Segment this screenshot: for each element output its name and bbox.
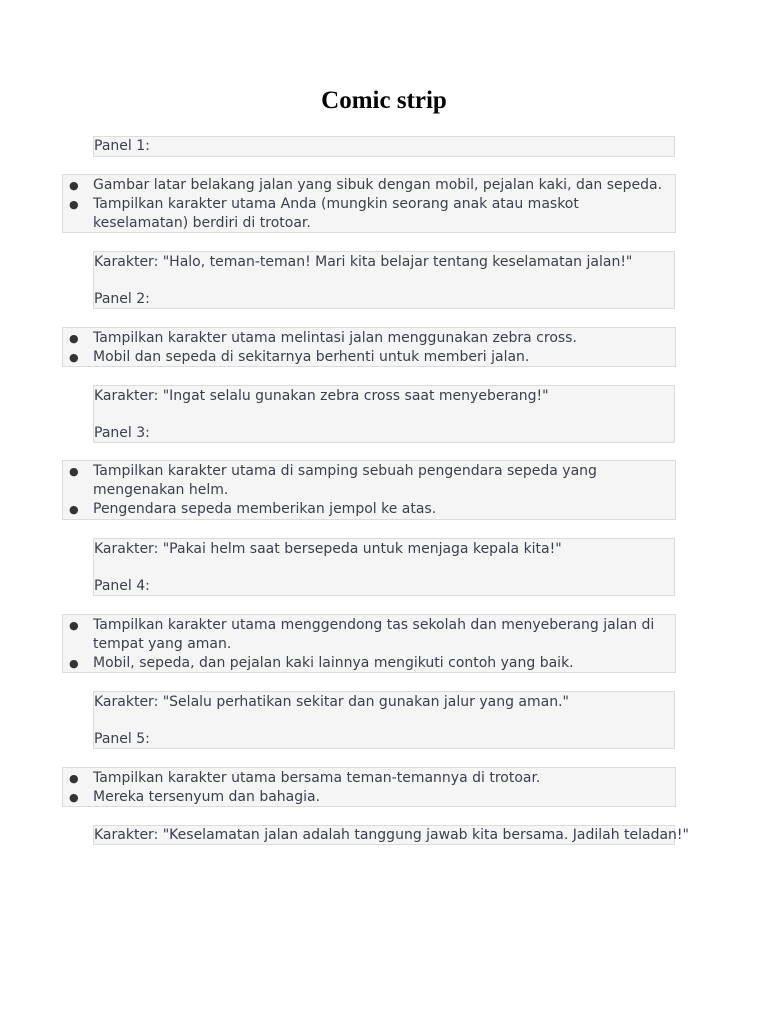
list-item: ● Mereka tersenyum dan bahagia. bbox=[63, 788, 675, 807]
panel-2-heading: Panel 2: bbox=[94, 291, 150, 307]
list-item: ● Tampilkan karakter utama Anda (mungkin seorang anak atau maskot keselamatan) berdiri di trotoar. bbox=[69, 196, 579, 232]
panel-1-bullet-list bbox=[62, 174, 676, 233]
list-item: ● Tampilkan karakter utama melintasi jalan menggunakan zebra cross. bbox=[63, 329, 675, 348]
panel-2-dialogue: Karakter: "Ingat selalu gunakan zebra cross saat menyeberang!" bbox=[94, 388, 549, 404]
panel-1-heading-block bbox=[93, 136, 675, 157]
bullet-icon: ● bbox=[69, 179, 79, 192]
panel-3-dialogue-block bbox=[93, 538, 675, 596]
list-item: ● Tampilkan karakter utama di samping sebuah pengendara sepeda yang mengenakan helm. bbox=[69, 463, 597, 499]
panel-4-dialogue: Karakter: "Selalu perhatikan sekitar dan gunakan jalur yang aman." bbox=[94, 694, 569, 710]
list-item: ● Tampilkan karakter utama bersama teman-temannya di trotoar. bbox=[63, 769, 675, 788]
list-item: ● Mobil dan sepeda di sekitarnya berhenti untuk memberi jalan. bbox=[63, 348, 675, 367]
bullet-icon: ● bbox=[69, 332, 79, 345]
panel-4-dialogue-block bbox=[93, 691, 675, 749]
panel-5-dialogue-block bbox=[93, 825, 689, 845]
bullet-icon: ● bbox=[69, 503, 79, 517]
bullet-icon: ● bbox=[69, 791, 79, 805]
panel-4-bullet-list bbox=[62, 614, 676, 673]
page-title: Comic strip bbox=[321, 87, 447, 114]
bullet-icon: ● bbox=[69, 198, 79, 212]
panel-4-heading: Panel 4: bbox=[94, 578, 150, 594]
panel-2-bullet-list bbox=[62, 327, 676, 367]
list-item: ● Pengendara sepeda memberikan jempol ke atas. bbox=[63, 500, 675, 519]
panel-5-heading: Panel 5: bbox=[94, 731, 150, 747]
bullet-icon: ● bbox=[69, 772, 79, 785]
panel-3-heading: Panel 3: bbox=[94, 425, 150, 441]
bullet-icon: ● bbox=[69, 619, 79, 632]
list-item: ● Mobil, sepeda, dan pejalan kaki lainnya mengikuti contoh yang baik. bbox=[63, 654, 675, 673]
panel-3-bullet-list bbox=[62, 460, 676, 520]
panel-5-dialogue: Karakter: "Keselamatan jalan adalah tanggung jawab kita bersama. Jadilah teladan!" bbox=[94, 827, 689, 843]
panel-1-heading: Panel 1: bbox=[94, 138, 150, 154]
panel-1-dialogue-block bbox=[93, 251, 675, 309]
bullet-icon: ● bbox=[69, 351, 79, 365]
list-item: ● Tampilkan karakter utama menggendong tas sekolah dan menyeberang jalan di tempat yang aman. bbox=[69, 617, 655, 653]
panel-3-dialogue: Karakter: "Pakai helm saat bersepeda untuk menjaga kepala kita!" bbox=[94, 541, 562, 557]
panel-5-bullet-list bbox=[62, 767, 676, 807]
bullet-icon: ● bbox=[69, 657, 79, 671]
panel-1-dialogue: Karakter: "Halo, teman-teman! Mari kita belajar tentang keselamatan jalan!" bbox=[94, 254, 633, 270]
list-item: ● Gambar latar belakang jalan yang sibuk dengan mobil, pejalan kaki, dan sepeda. bbox=[63, 176, 675, 195]
bullet-icon: ● bbox=[69, 465, 79, 478]
panel-2-dialogue-block bbox=[93, 385, 675, 443]
